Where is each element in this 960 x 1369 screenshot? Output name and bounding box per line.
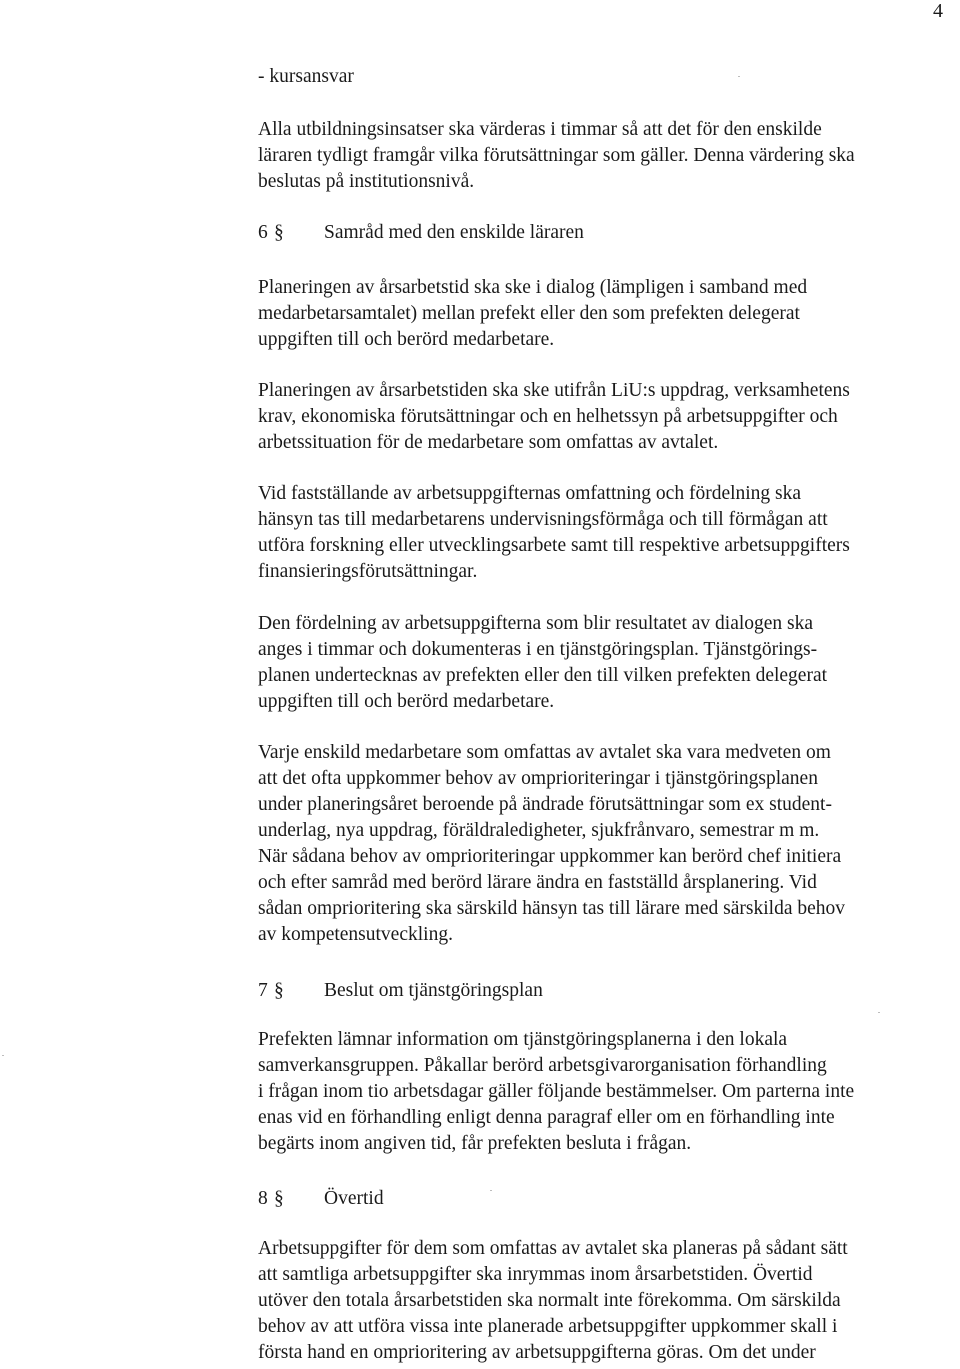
scan-speck xyxy=(490,1190,492,1191)
text-line: utföra forskning eller utvecklingsarbete samt till respektive arbetsuppgifters xyxy=(258,535,850,556)
text-line: planen undertecknas av prefekten eller den till vilken prefekten delegerat xyxy=(258,665,828,686)
section-symbol: § xyxy=(274,980,284,1001)
text-line: hänsyn tas till medarbetarens undervisningsförmåga och till förmågan att xyxy=(258,509,828,530)
section-7-paragraph xyxy=(258,1027,960,1157)
intro-heading xyxy=(258,64,960,90)
text-line: När sådana behov av omprioriteringar uppkommer kan berörd chef initiera xyxy=(258,846,842,867)
section-8-paragraph xyxy=(258,1236,960,1366)
intro-heading-text: - kursansvar xyxy=(258,66,354,87)
text-line: Prefekten lämnar information om tjänstgöringsplanerna i den lokala xyxy=(258,1029,788,1050)
text-line: Den fördelning av arbetsuppgifterna som blir resultatet av dialogen ska xyxy=(258,613,814,634)
text-line: i frågan inom tio arbetsdagar gäller följande bestämmelser. Om parterna inte xyxy=(258,1081,855,1102)
text-line: Arbetsuppgifter för dem som omfattas av avtalet ska planeras på sådant sätt xyxy=(258,1238,848,1259)
section-6-paragraph-1 xyxy=(258,275,960,353)
scan-speck xyxy=(2,1055,4,1056)
text-line: av kompetensutveckling. xyxy=(258,924,453,945)
section-6-paragraph-4 xyxy=(258,611,960,715)
section-title: Samråd med den enskilde läraren xyxy=(324,222,584,243)
text-line: Varje enskild medarbetare som omfattas av avtalet ska vara medveten om xyxy=(258,742,831,763)
text-line: samverkansgruppen. Påkallar berörd arbetsgivarorganisation förhandling xyxy=(258,1055,827,1076)
section-number: 8 xyxy=(258,1188,268,1209)
section-symbol: § xyxy=(274,1188,284,1209)
scan-speck xyxy=(738,76,740,77)
section-7-heading xyxy=(258,978,543,1004)
section-number: 7 xyxy=(258,980,268,1001)
text-line: att samtliga arbetsuppgifter ska inrymmas inom årsarbetstiden. Övertid xyxy=(258,1264,813,1285)
text-line: underlag, nya uppdrag, föräldraledigheter, sjukfrånvaro, semestrar m m. xyxy=(258,820,820,841)
text-line: behov av att utföra vissa inte planerade arbetsuppgifter uppkommer skall i xyxy=(258,1316,838,1337)
section-symbol: § xyxy=(274,222,284,243)
text-line: läraren tydligt framgår vilka förutsättningar som gäller. Denna värdering ska xyxy=(258,145,855,166)
text-line: första hand en omprioritering av arbetsuppgifterna göras. Om det under xyxy=(258,1342,816,1363)
text-line: sådan omprioritering ska särskild hänsyn tas till lärare med särskilda behov xyxy=(258,898,846,919)
text-line: beslutas på institutionsnivå. xyxy=(258,171,475,192)
text-line: krav, ekonomiska förutsättningar och en helhetssyn på arbetsuppgifter och xyxy=(258,406,838,427)
text-line: arbetssituation för de medarbetare som omfattas av avtalet. xyxy=(258,432,719,453)
text-line: begärts inom angiven tid, får prefekten besluta i frågan. xyxy=(258,1133,692,1154)
text-line: och efter samråd med berörd lärare ändra en fastställd årsplanering. Vid xyxy=(258,872,817,893)
page-number: 4 xyxy=(933,0,943,22)
text-line: Planeringen av årsarbetstiden ska ske utifrån LiU:s uppdrag, verksamhetens xyxy=(258,380,850,401)
section-number: 6 xyxy=(258,222,268,243)
section-6-heading xyxy=(258,220,584,246)
text-line: Planeringen av årsarbetstid ska ske i dialog (lämpligen i samband med xyxy=(258,277,808,298)
text-line: Alla utbildningsinsatser ska värderas i timmar så att det för den enskilde xyxy=(258,119,822,140)
section-6-paragraph-3 xyxy=(258,481,960,585)
text-line: utöver den totala årsarbetstiden ska normalt inte förekomma. Om särskilda xyxy=(258,1290,841,1311)
section-8-heading xyxy=(258,1186,384,1212)
section-6-paragraph-2 xyxy=(258,378,960,456)
section-6-paragraph-5 xyxy=(258,740,960,948)
text-line: uppgiften till och berörd medarbetare. xyxy=(258,691,555,712)
intro-paragraph xyxy=(258,117,960,195)
text-line: att det ofta uppkommer behov av omprioriteringar i tjänstgöringsplanen xyxy=(258,768,818,789)
text-line: under planeringsåret beroende på ändrade förutsättningar som ex student- xyxy=(258,794,832,815)
section-title: Övertid xyxy=(324,1188,384,1209)
scan-speck xyxy=(878,1012,880,1013)
text-line: medarbetarsamtalet) mellan prefekt eller den som prefekten delegerat xyxy=(258,303,800,324)
section-title: Beslut om tjänstgöringsplan xyxy=(324,980,543,1001)
text-line: finansieringsförutsättningar. xyxy=(258,561,478,582)
text-line: uppgiften till och berörd medarbetare. xyxy=(258,329,555,350)
text-line: anges i timmar och dokumenteras i en tjänstgöringsplan. Tjänstgörings- xyxy=(258,639,818,660)
text-line: enas vid en förhandling enligt denna paragraf eller om en förhandling inte xyxy=(258,1107,835,1128)
text-line: Vid fastställande av arbetsuppgifternas omfattning och fördelning ska xyxy=(258,483,802,504)
